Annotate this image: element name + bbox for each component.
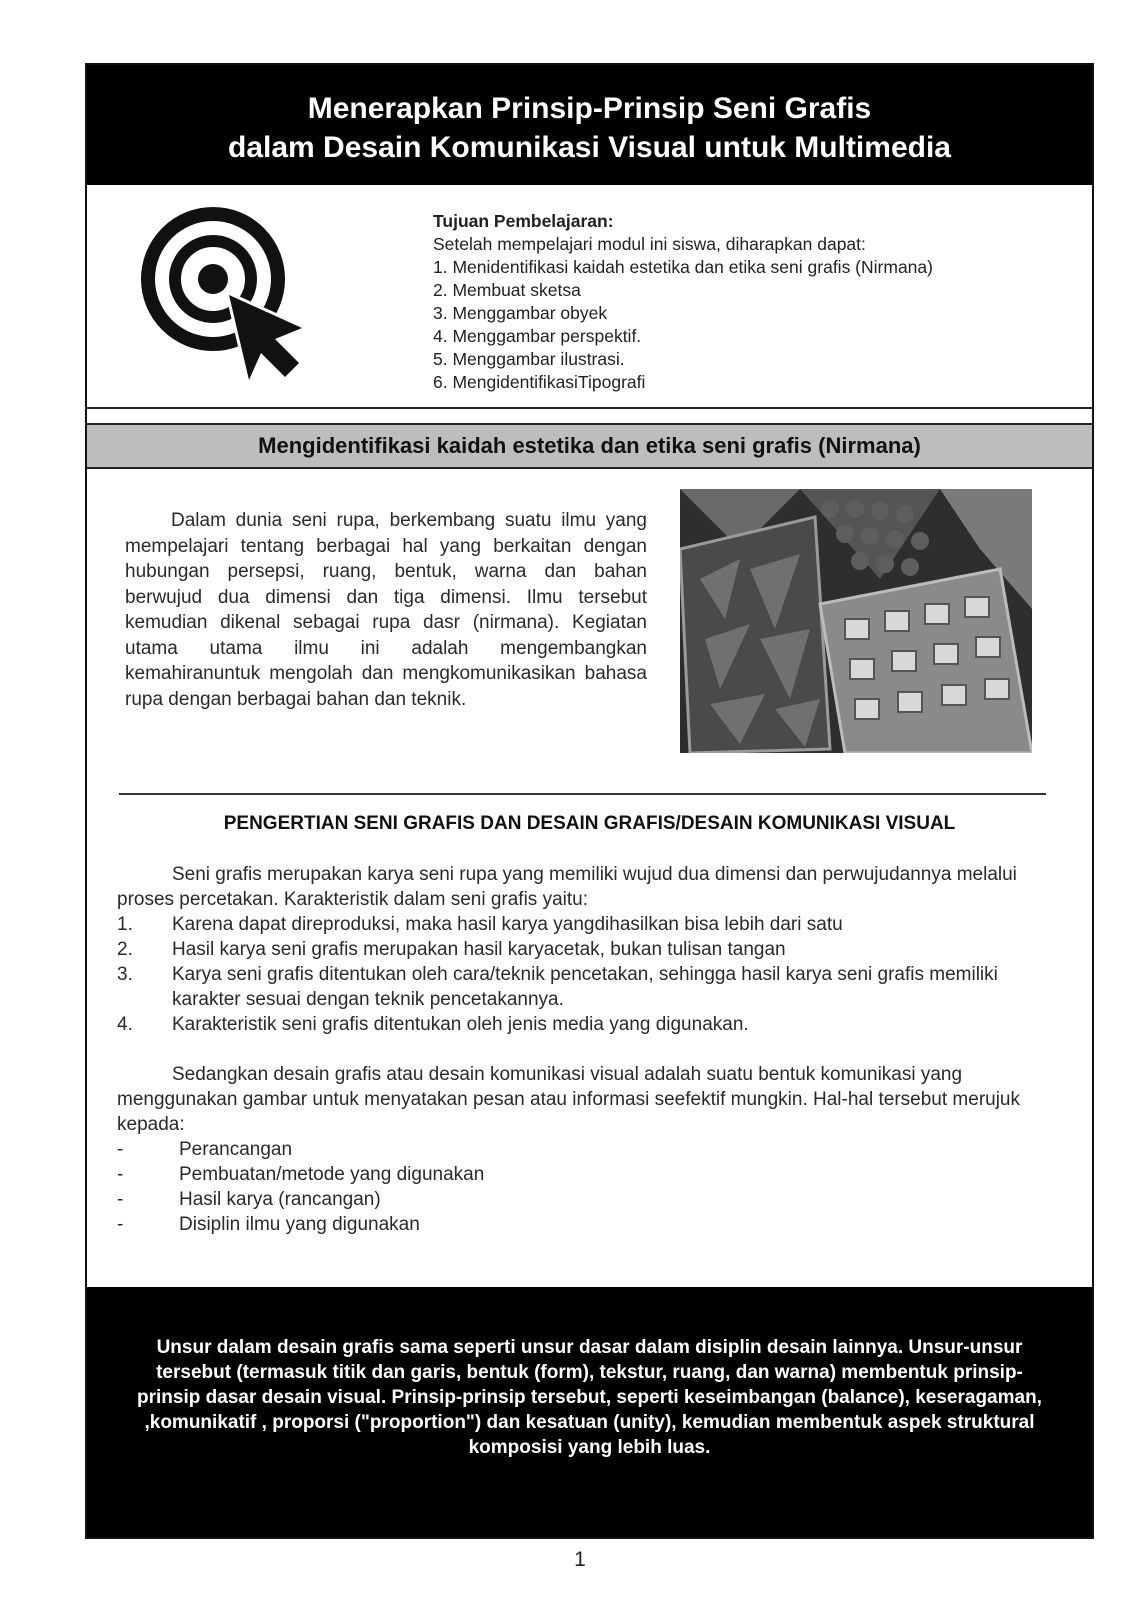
list-item-text: Perancangan: [179, 1139, 293, 1160]
objectives-text: [433, 210, 933, 394]
list-item: [117, 1137, 1047, 1162]
objectives-section: [87, 185, 1092, 407]
objective-item: 1. Menidentifikasi kaidah estetika dan etika seni grafis (Nirmana): [433, 257, 933, 277]
header-title-line1: Menerapkan Prinsip-Prinsip Seni Grafis: [307, 92, 872, 125]
list-item-number: 4.: [117, 1014, 133, 1035]
list-item: [117, 1212, 1047, 1237]
list-item: [117, 1187, 1047, 1212]
page-number: 1: [574, 1548, 586, 1571]
list-item-text: Karena dapat direproduksi, maka hasil karya yangdihasilkan bisa lebih dari satu: [172, 914, 843, 935]
section1-paragraph: [125, 508, 647, 712]
list-item-text: Disiplin ilmu yang digunakan: [179, 1214, 420, 1235]
objectives-list: [433, 256, 933, 394]
target-with-cursor-icon: [137, 203, 327, 403]
footer-text: Unsur dalam desain grafis sama seperti unsur dasar dalam disiplin desain lainnya. Unsur-unsur tersebut (termasuk titik dan garis, bentuk (form), tekstur, ruang, dan warna) membentuk prinsip-prinsip dasar desain visual. Prinsip-prinsip tersebut, seperti keseimbangan (balance), keseragaman, ,komunikatif , proporsi ("proportion") dan kesatuan (unity), kemudian membentuk aspek struktural komposisi yang lebih luas.: [137, 1337, 1042, 1458]
objectives-title: Tujuan Pembelajaran:: [433, 211, 614, 231]
objectives-intro: Setelah mempelajari modul ini siswa, diharapkan dapat:: [433, 234, 866, 254]
header-title-line2: dalam Desain Komunikasi Visual untuk Multimedia: [228, 131, 951, 164]
list-item: [117, 937, 1047, 962]
list-item-text: Hasil karya seni grafis merupakan hasil karyacetak, bukan tulisan tangan: [172, 939, 786, 960]
list-item: [117, 912, 1047, 937]
section2-title: PENGERTIAN SENI GRAFIS DAN DESAIN GRAFIS/DESAIN KOMUNIKASI VISUAL: [223, 813, 956, 834]
list-item-text: Karya seni grafis ditentukan oleh cara/teknik pencetakan, sehingga hasil karya seni grafis memiliki karakter sesuai dengan teknik pencetakannya.: [172, 964, 998, 1010]
refers-to-list: [117, 1137, 1047, 1237]
section2-body: [117, 862, 1047, 1237]
list-item-text: Pembuatan/metode yang digunakan: [179, 1164, 485, 1185]
objective-item: 2. Membuat sketsa: [433, 280, 581, 300]
list-item-text: Karakteristik seni grafis ditentukan oleh jenis media yang digunakan.: [172, 1014, 749, 1035]
footer-summary-box: [87, 1287, 1092, 1539]
list-item-dash: -: [117, 1214, 124, 1235]
section2-intro: [117, 862, 1047, 912]
section1-title: Mengidentifikasi kaidah estetika dan etika seni grafis (Nirmana): [87, 423, 1092, 469]
list-item-number: 3.: [117, 964, 133, 985]
divider: [119, 793, 1046, 795]
section1-paragraph-text: Dalam dunia seni rupa, berkembang suatu ilmu yang mempelajari tentang berbagai hal yang berkaitan dengan hubungan persepsi, ruang, bentuk, warna dan bahan berwujud dua dimensi dan tiga dimensi. Ilmu tersebut kemudian dikenal sebagai rupa dasr (nirmana). Kegiatan utama utama ilmu ini adalah mengembangkan kemahiranuntuk mengolah dan mengkomunikasikan bahasa rupa dengan berbagai bahan dan teknik.: [125, 510, 647, 710]
objective-item: 6. MengidentifikasiTipografi: [433, 372, 646, 392]
list-item-text: Hasil karya (rancangan): [179, 1189, 381, 1210]
objective-item: 4. Menggambar perspektif.: [433, 326, 642, 346]
nirmana-artwork-image: [680, 489, 1032, 753]
characteristics-list: [117, 912, 1047, 1037]
divider: [87, 407, 1092, 409]
page-frame: [85, 63, 1094, 1539]
list-item-number: 2.: [117, 939, 133, 960]
section2-paragraph2-text: Sedangkan desain grafis atau desain komunikasi visual adalah suatu bentuk komunikasi yang menggunakan gambar untuk menyatakan pesan atau informasi seefektif mungkin. Hal-hal tersebut merujuk kepada:: [117, 1064, 1021, 1135]
section2-intro-text: Seni grafis merupakan karya seni rupa yang memiliki wujud dua dimensi dan perwujudannya melalui proses percetakan. Karakteristik dalam seni grafis yaitu:: [117, 864, 1017, 910]
list-item: [117, 1012, 1047, 1037]
list-item: [117, 962, 1047, 1012]
nirmana-artwork-illustration: [680, 489, 1032, 753]
list-item-number: 1.: [117, 914, 133, 935]
list-item-dash: -: [117, 1139, 124, 1160]
list-item: [117, 1162, 1047, 1187]
list-item-dash: -: [117, 1189, 124, 1210]
objective-item: 5. Menggambar ilustrasi.: [433, 349, 625, 369]
objective-item: 3. Menggambar obyek: [433, 303, 608, 323]
list-item-dash: -: [117, 1164, 124, 1185]
section2-paragraph2: [117, 1062, 1047, 1137]
page-header: [87, 65, 1092, 185]
